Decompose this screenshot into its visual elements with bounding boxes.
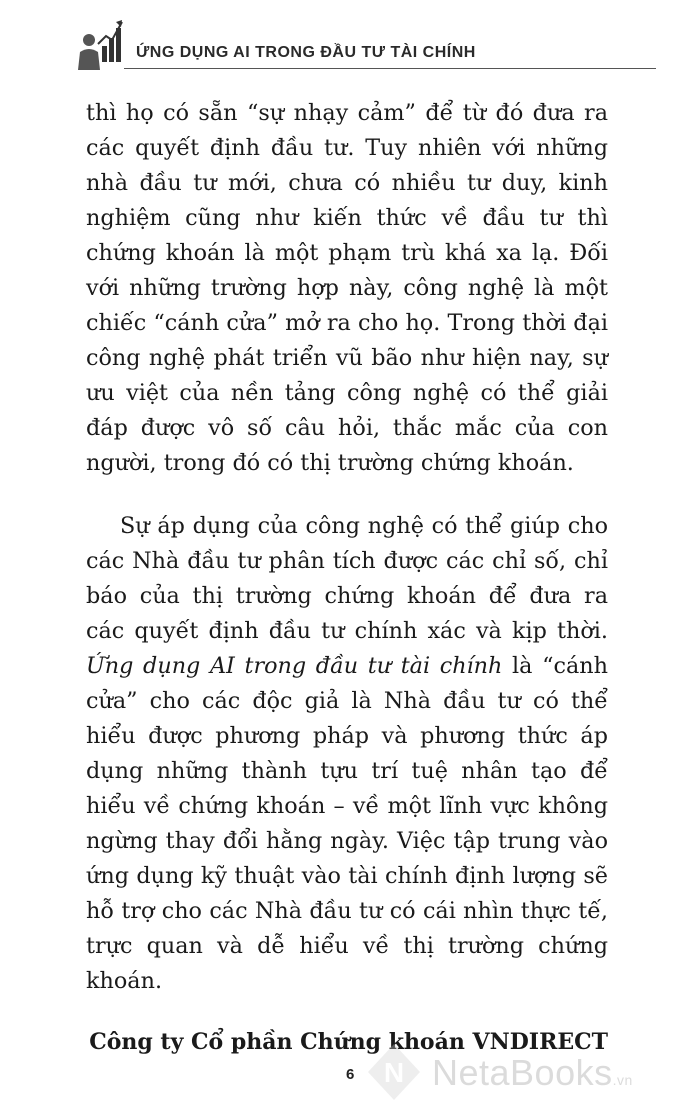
- book-title-italic: Ứng dụng AI trong đầu tư tài chính: [86, 653, 503, 679]
- paragraph-2-end: là “cánh cửa” cho các độc giả là Nhà đầu tư có thể hiểu được phương pháp và phương thức áp dụng những thành tựu trí tuệ nhân tạo để hiểu về chứng khoán – về một lĩnh vực không ngừng thay đổi hằng ngày. Việc tập trung vào ứng dụng kỹ thuật vào tài chính định lượng sẽ hỗ trợ cho các Nhà đầu tư có cái nhìn thực tế, trực quan và dễ hiểu về thị trường chứng khoán.: [86, 653, 608, 994]
- paragraph-2: [86, 509, 608, 999]
- watermark: [364, 1040, 684, 1106]
- signature: Công ty Cổ phần Chứng khoán VNDIRECT: [89, 1029, 608, 1055]
- watermark-brand: NetaBooks: [432, 1052, 613, 1093]
- watermark-suffix: .vn: [612, 1072, 633, 1088]
- netabooks-logo-icon: [364, 1042, 424, 1102]
- investor-chart-icon: [76, 18, 124, 70]
- header-rule: [124, 68, 656, 69]
- main-text: [86, 96, 608, 1055]
- header-title: ỨNG DỤNG AI TRONG ĐẦU TƯ TÀI CHÍNH: [136, 44, 476, 61]
- watermark-text: [432, 1052, 633, 1094]
- paragraph-1: thì họ có sẵn “sự nhạy cảm” để từ đó đưa ra các quyết định đầu tư. Tuy nhiên với những nhà đầu tư mới, chưa có nhiều tư duy, kinh nghiệm cũng như kiến thức về đầu tư thì chứng khoán là một phạm trù khá xa lạ. Đối với những trường hợp này, công nghệ là một chiếc “cánh cửa” mở ra cho họ. Trong thời đại công nghệ phát triển vũ bão như hiện nay, sự ưu việt của nền tảng công nghệ có thể giải đáp được vô số câu hỏi, thắc mắc của con người, trong đó có thị trường chứng khoán.: [86, 100, 608, 476]
- paragraph-2-start: Sự áp dụng của công nghệ có thể giúp cho các Nhà đầu tư phân tích được các chỉ số, chỉ báo của thị trường chứng khoán để đưa ra các quyết định đầu tư chính xác và kịp thời.: [86, 513, 608, 644]
- running-header: [76, 18, 666, 70]
- page-number: 6: [346, 1066, 355, 1083]
- svg-text:N: N: [383, 1057, 405, 1088]
